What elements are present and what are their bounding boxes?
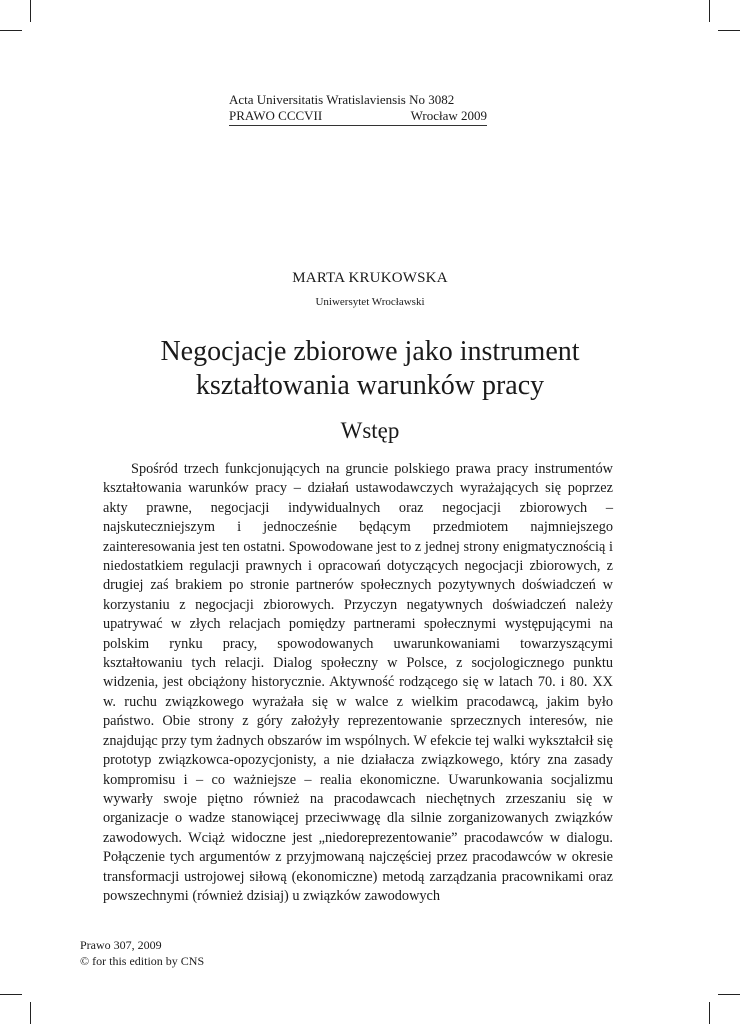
crop-mark-bottom-right-h bbox=[718, 994, 740, 995]
section-heading: Wstęp bbox=[340, 418, 400, 443]
article-title-line-2: kształtowania warunków pracy bbox=[195, 370, 545, 401]
crop-mark-top-right-h bbox=[718, 30, 740, 31]
author-name: MARTA KRUKOWSKA bbox=[292, 270, 448, 286]
crop-mark-top-right-v bbox=[709, 0, 710, 22]
body-paragraph bbox=[103, 460, 613, 906]
journal-series: PRAWO CCCVII bbox=[229, 108, 323, 123]
body-paragraph-text: Spośród trzech funkcjonujących na gruncie polskiego prawa pracy instrumentów kształtowania warunków pracy – działań ustawodawczych wyrażających się poprzez akty prawne, negocjacji indywidualnych oraz negocjacji zbiorowych – najskuteczniejszym i jednocześnie będącym przedmiotem najmniejszego zainteresowania jest ten ostatni. Spowodowane jest to z jednej strony enigmatycznością i niedostatkiem regulacji prawnych i opracowań dotyczących negocjacji zbiorowych, z drugiej zaś brakiem po stronie partnerów społecznych pozytywnych doświadczeń w korzystaniu z negocjacji zbiorowych. Przyczyn negatywnych doświadczeń należy upatrywać w złych relacjach pomiędzy partnerami społecznymi występującymi na polskim rynku pracy, spowodowanych uwarunkowaniami towarzyszącymi kształtowaniu tych relacji. Dialog społeczny w Polsce, z socjologicznego punktu widzenia, jest obciążony historycznie. Aktywność rodzącego się w latach 70. i 80. XX w. ruchu związkowego wyrażała się w walce z wielkim pracodawcą, jakim było państwo. Obie strony z góry założyły reprezentowanie sprzecznych interesów, nie znajdując przy tym żadnych obszarów im wspólnych. W efekcie tej walki wykształcił się prototyp związkowca-opozycjonisty, a nie działacza związkowego, który zna zasady kompromisu i – co ważniejsze – realia ekonomiczne. Uwarunkowania socjalizmu wywarły swoje piętno również na pracodawcach niechętnych zrzeszaniu się w organizacje o wadze stanowiącej przeciwwagę dla silnie zorganizowanych związków zawodowych. Wciąż widoczne jest „niedoreprezentowanie” pracodawców w dialogu. Połączenie tych argumentów z przyjmowaną najczęściej przez pracodawców w okresie transformacji ustrojowej siłową (ekonomiczne) metodą zarządzania pracownikami oraz powszechnymi (również dzisiaj) u związków zawodowych bbox=[103, 461, 613, 904]
footer-copyright: © for this edition by CNS bbox=[80, 954, 205, 968]
journal-header bbox=[229, 92, 487, 126]
page-footer bbox=[80, 937, 204, 969]
crop-mark-bottom-right-v bbox=[709, 1002, 710, 1024]
journal-name-line bbox=[229, 92, 487, 108]
journal-name: Acta Universitatis Wratislaviensis No 3082 bbox=[229, 92, 455, 107]
journal-series-line bbox=[229, 108, 487, 124]
author-affiliation: Uniwersytet Wrocławski bbox=[315, 296, 425, 308]
crop-mark-top-left-h bbox=[0, 30, 22, 31]
article-title-line-1: Negocjacje zbiorowe jako instrument bbox=[160, 336, 580, 367]
article-title bbox=[0, 335, 740, 403]
crop-mark-bottom-left-v bbox=[30, 1002, 31, 1024]
crop-mark-bottom-left-h bbox=[0, 994, 22, 995]
footer-citation: Prawo 307, 2009 bbox=[80, 938, 162, 952]
header-rule bbox=[229, 125, 487, 126]
crop-mark-top-left-v bbox=[30, 0, 31, 22]
journal-place-year: Wrocław 2009 bbox=[410, 108, 487, 123]
